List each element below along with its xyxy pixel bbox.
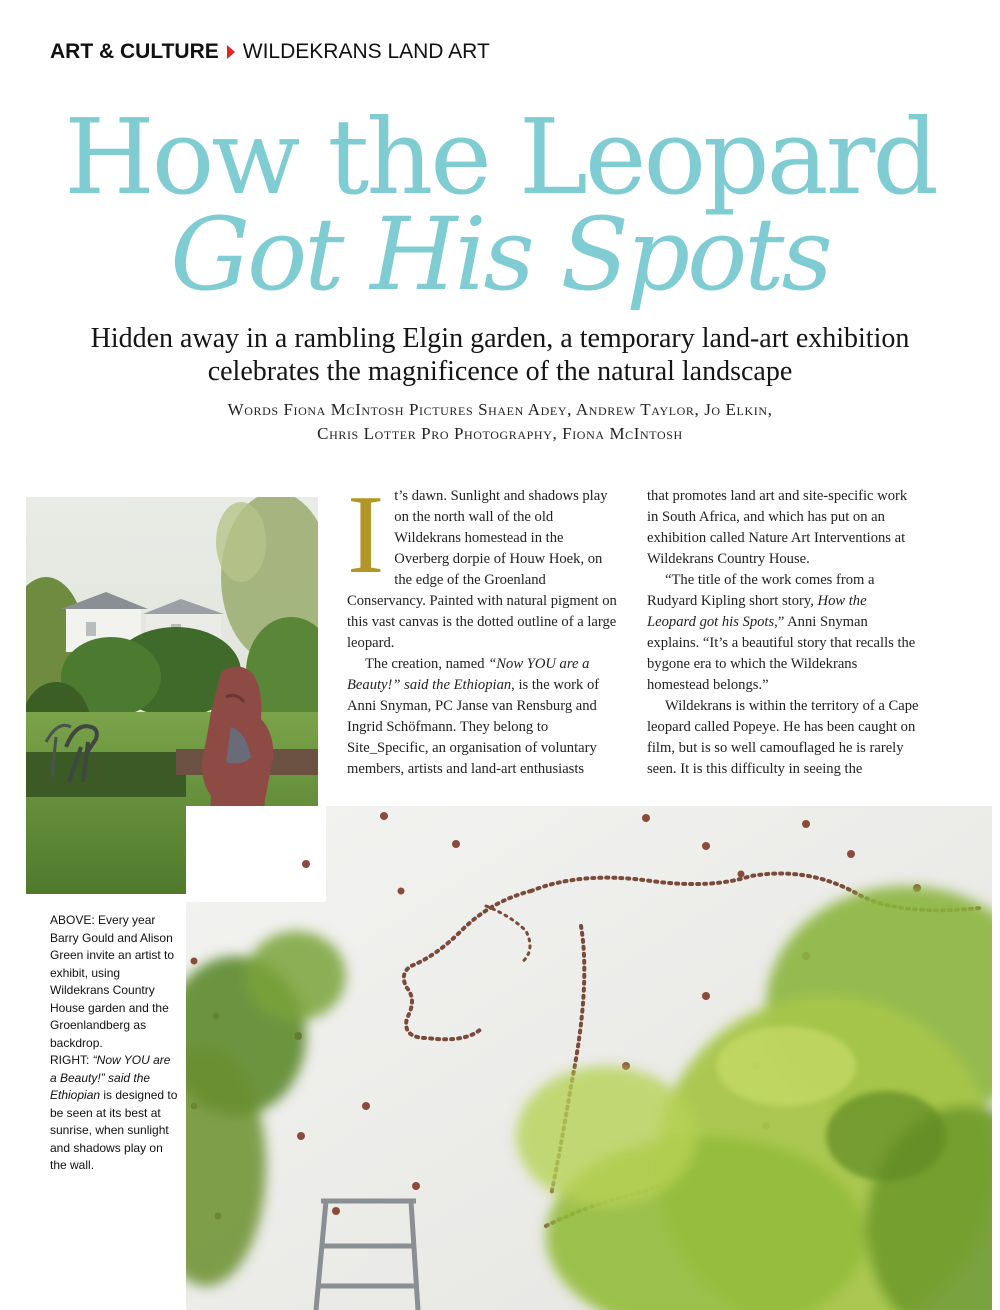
- article-column-2: [647, 486, 919, 780]
- article-credits: [80, 398, 920, 446]
- paragraph-2-italic: “Now YOU are a Beauty!” said the Ethiopian: [347, 656, 590, 693]
- paragraph-1-text: t’s dawn. Sunlight and shadows play on the north wall of the old Wildekrans homestead in the Overberg dorpie of Houw Hoek, on the edge of the Groenland Conservancy. Painted with natural pigment on this vast canvas is the dotted outline of a large leopard.: [347, 488, 617, 651]
- article-title: [0, 96, 1000, 313]
- article-paragraph-3: [647, 570, 919, 696]
- section-header: [50, 40, 490, 64]
- deck-line-1: Hidden away in a rambling Elgin garden, a temporary land-art exhibition: [90, 323, 910, 354]
- section-marker-icon: [227, 45, 235, 59]
- caption-above-text: Every year Barry Gould and Alison Green invite an artist to exhibit, using Wildekrans Country House garden and the Groenlandberg as backdrop.: [50, 913, 175, 1050]
- article-column-1: [347, 473, 619, 780]
- paragraph-3-text-a: “The title of the work comes from a Rudyard Kipling short story,: [647, 572, 875, 609]
- photo-caption: [50, 912, 178, 1175]
- article-paragraph-4: Wildekrans is within the territory of a Cape leopard called Popeye. He has been caught on film, but is so well camouflaged he is rarely seen. It is this difficulty in seeing the: [647, 698, 919, 777]
- paragraph-3-italic: How the Leopard got his Spots: [647, 593, 867, 630]
- title-line-2: Got His Spots: [170, 195, 830, 313]
- article-paragraph-1: [347, 473, 619, 654]
- caption-above-label: ABOVE:: [50, 913, 99, 927]
- paragraph-2-text-b: , is the work of Anni Snyman, PC Janse van Rensburg and Ingrid Schöfmann. They belong to Site_Specific, an organisation of voluntary members, artists and land-art enthusiasts: [347, 677, 600, 777]
- paragraph-3-text-b: ,” Anni Snyman explains. “It’s a beautiful story that recalls the bygone era to which the Wildekrans homestead belongs.”: [647, 614, 916, 693]
- article-paragraph-2-continued: that promotes land art and site-specific work in South Africa, and which has put on an exhibition called Nature Art Interventions at Wildekrans Country House.: [647, 488, 908, 567]
- title-line-1: How the Leopard: [64, 96, 936, 218]
- deck-line-2: celebrates the magnificence of the natural landscape: [207, 356, 793, 387]
- section-label: ART & CULTURE: [50, 40, 219, 63]
- credits-line-2: Chris Lotter Pro Photography, Fiona McIntosh: [317, 424, 683, 443]
- subsection-label: WILDEKRANS LAND ART: [242, 40, 490, 63]
- article-deck: [40, 322, 960, 388]
- caption-right-italic: “Now YOU are a Beauty!” said the Ethiopian: [50, 1053, 171, 1102]
- article-paragraph-2: [347, 654, 619, 780]
- leopard-wall-image: [186, 806, 992, 1310]
- leopard-wall-photo: [186, 806, 992, 1310]
- credits-line-1: Words Fiona McIntosh Pictures Shaen Adey, Andrew Taylor, Jo Elkin,: [227, 400, 773, 419]
- caption-right-text: is designed to be seen at its best at sunrise, when sunlight and shadows play on the wall.: [50, 1088, 178, 1172]
- caption-right-label: RIGHT:: [50, 1053, 93, 1067]
- drop-cap: I: [347, 473, 385, 597]
- paragraph-2-text-a: The creation, named: [365, 656, 489, 672]
